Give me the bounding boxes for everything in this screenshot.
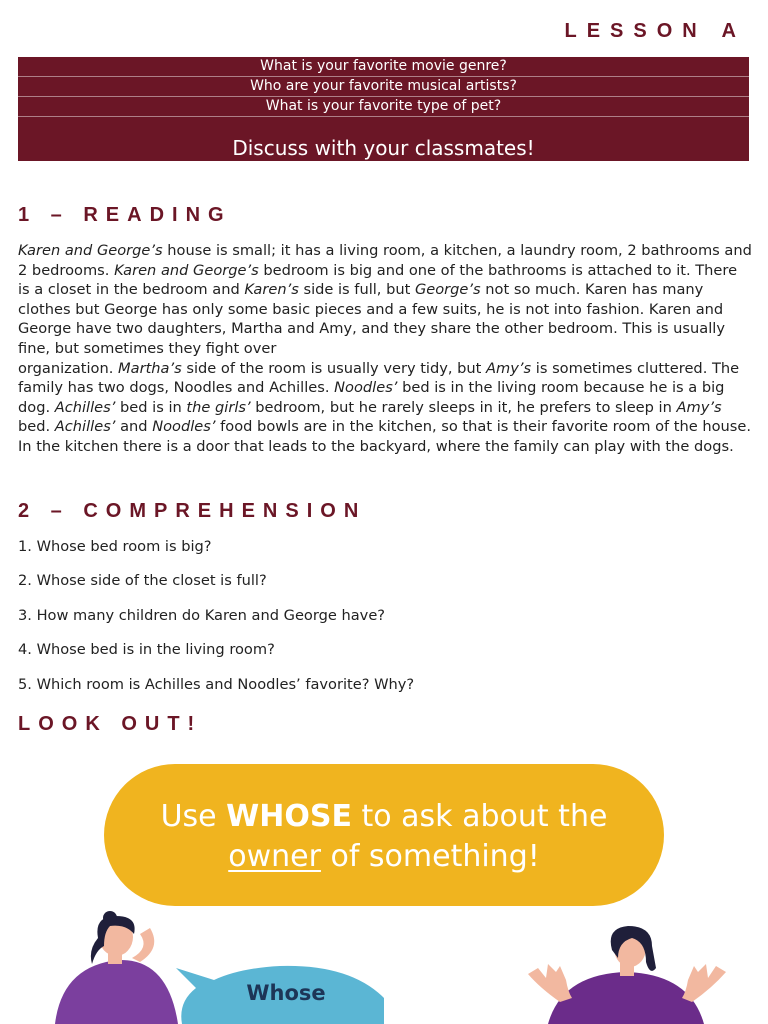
reading-emphasis: Noodles’	[152, 418, 216, 436]
reading-text	[18, 241, 753, 457]
callout-text: Use	[160, 799, 227, 834]
discussion-question: What is your favorite movie genre?	[18, 57, 749, 77]
reading-segment: not so much. Karen has many clothes but George has only some basic pieces and a few suits, he is not into fashion. Karen and George have two daughters, Martha and Amy, and they share the other bedroom. This is usually fine, but sometimes they fight over	[18, 281, 725, 357]
reading-emphasis: Karen’s	[244, 281, 299, 299]
reading-passage	[18, 241, 753, 457]
discussion-banner	[18, 57, 749, 161]
reading-emphasis: Amy’s	[486, 359, 532, 377]
callout-text: to ask about the	[351, 799, 608, 834]
callout-underlined-word: owner	[228, 839, 321, 874]
reading-segment: side of the room is usually very tidy, but	[181, 359, 487, 377]
thinking-person-illustration	[55, 911, 178, 1024]
lookout-title: LOOK OUT!	[18, 713, 203, 735]
reading-emphasis: George’s	[414, 281, 481, 299]
reading-emphasis: the girls’	[186, 398, 251, 416]
reading-title: 1 – READING	[18, 204, 232, 226]
discussion-question: What is your favorite type of pet?	[18, 97, 749, 117]
reading-segment: is sometimes cluttered. The family has two dogs, Noodles and Achilles.	[18, 359, 740, 397]
whose-callout	[104, 764, 664, 906]
lesson-header: LESSON A	[564, 20, 746, 42]
comprehension-title: 2 – COMPREHENSION	[18, 500, 367, 522]
reading-emphasis: Amy’s	[676, 398, 722, 416]
reading-emphasis: Achilles’	[54, 398, 116, 416]
reading-segment: bedroom, but he rarely sleeps in it, he prefers to sleep in	[250, 398, 677, 416]
reading-segment: bed is in the living room because he is a big dog.	[18, 379, 725, 416]
bubble-text: Whose	[246, 981, 326, 1005]
reading-segment: food bowls are in the kitchen, so that is their favorite room of the house. In the kitchen there is a door that leads to the backyard, where the family can play with the dogs.	[18, 418, 752, 455]
question-item: 2. Whose side of the closet is full?	[18, 572, 267, 590]
discuss-prompt: Discuss with your classmates!	[232, 136, 535, 160]
reading-emphasis: Karen and George’s	[114, 261, 259, 279]
callout-text: of something!	[320, 839, 540, 874]
question-item: 1. Whose bed room is big?	[18, 538, 212, 555]
shrugging-person-illustration	[528, 926, 726, 1024]
reading-segment: bedroom is big and one of the bathrooms is attached to it. There is a closet in the bedroom and	[18, 261, 738, 299]
reading-emphasis: Noodles’	[334, 379, 398, 397]
reading-segment: organization.	[18, 359, 119, 377]
reading-segment: side is full, but	[298, 281, 415, 299]
illustration-scene	[0, 906, 768, 1024]
reading-segment: and	[115, 418, 153, 436]
reading-emphasis: Martha’s	[118, 359, 182, 377]
reading-emphasis: Achilles’	[54, 418, 116, 436]
reading-segment: bed is in	[115, 398, 187, 416]
callout-keyword: WHOSE	[226, 799, 352, 834]
reading-segment: house is small; it has a living room, a kitchen, a laundry room, 2 bathrooms and 2 bedrooms.	[18, 242, 752, 279]
reading-emphasis: Karen and George’s	[18, 242, 163, 259]
question-item: 5. Which room is Achilles and Noodles’ favorite? Why?	[18, 675, 415, 693]
comprehension-questions	[18, 537, 718, 709]
discussion-question: Who are your favorite musical artists?	[18, 77, 749, 97]
question-item: 3. How many children do Karen and George have?	[18, 606, 386, 624]
question-item: 4. Whose bed is in the living room?	[18, 641, 275, 659]
reading-segment: bed.	[18, 418, 55, 436]
